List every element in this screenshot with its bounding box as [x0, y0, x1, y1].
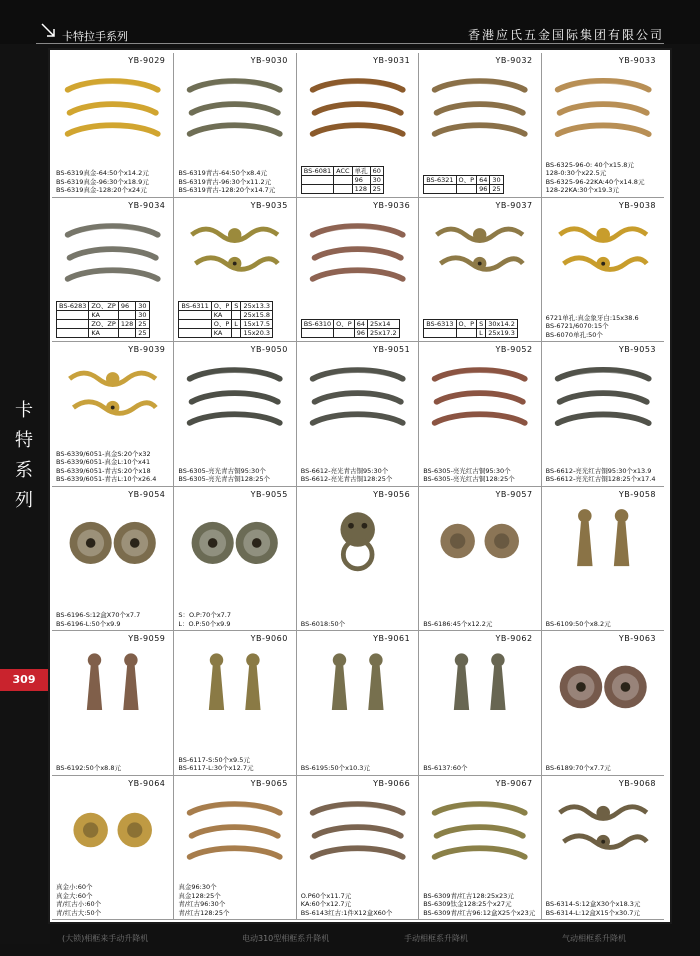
spec-line: BS-6325-96-0: 40个x15.8元 — [545, 160, 634, 169]
spec-cell: BS-6310 — [301, 320, 333, 329]
product-image — [182, 505, 287, 579]
product-code: YB-9068 — [618, 778, 656, 788]
product-image — [427, 360, 532, 434]
product-image — [60, 649, 165, 723]
product-image — [550, 71, 656, 145]
spec-cell: S — [232, 302, 241, 311]
spec-cell — [334, 329, 355, 338]
spec-line: BS-6192:50个x8.8元 — [56, 764, 122, 772]
spec-cell: 128 — [118, 320, 135, 329]
sidebar — [0, 44, 50, 944]
spec-line: BS-6109:50个x8.2元 — [545, 619, 611, 628]
product-cell — [542, 53, 664, 198]
product-image — [427, 216, 532, 290]
spec-table — [423, 319, 518, 338]
spec-text — [178, 169, 292, 195]
product-image — [305, 360, 410, 434]
product-code: YB-9067 — [495, 778, 533, 788]
spec-line: BS-6314-L:12盒X15个x30.7元 — [545, 908, 640, 917]
product-code: YB-9039 — [128, 345, 166, 354]
product-cell — [52, 631, 174, 776]
spec-cell — [334, 175, 352, 184]
spec-line: L：O.P:50个x9.9 — [178, 619, 231, 628]
product-code: YB-9034 — [128, 200, 166, 210]
product-image — [550, 649, 656, 723]
spec-row — [57, 329, 150, 338]
product-code: YB-9036 — [373, 200, 411, 210]
spec-cell — [179, 311, 211, 320]
spec-line: BS-6117-S:50个x9.5元 — [178, 755, 250, 764]
product-cell — [419, 487, 541, 632]
spec-line: BS-6339/6051-真金S:20个x32 — [56, 449, 151, 458]
spec-line: BS-6319青古-128:20个x14.7元 — [178, 186, 276, 194]
spec-cell: 96 — [477, 184, 490, 193]
spec-line: 真金大:60个 — [56, 891, 93, 900]
product-cell — [52, 487, 174, 632]
spec-row — [179, 320, 273, 329]
company-name: 香港应氏五金国际集团有限公司 — [467, 28, 664, 42]
spec-line: BS-6319青古-64:50个x8.4元 — [178, 169, 268, 177]
product-code: YB-9057 — [495, 489, 533, 499]
spec-line: 青/红古大:50个 — [56, 908, 102, 917]
spec-cell: BS-6283 — [57, 302, 89, 311]
spec-cell: 25x13.3 — [241, 302, 273, 311]
product-code: YB-9029 — [128, 56, 166, 65]
spec-cell — [232, 329, 241, 338]
spec-row — [424, 320, 518, 329]
spec-cell — [118, 329, 135, 338]
spec-cell — [424, 329, 456, 338]
product-cell — [542, 776, 664, 921]
spec-table — [178, 301, 273, 338]
spec-line: BS-6325-96-22KA:40个x14.8元 — [545, 177, 645, 186]
spec-table — [56, 301, 150, 338]
spec-cell: O、P — [456, 320, 477, 329]
product-cell — [174, 776, 296, 921]
spec-line: BS-6339/6051-青古L:10个x26.4 — [56, 475, 157, 483]
spec-line: BS-6143红古:1件X12盒X60个 — [300, 908, 393, 917]
spec-cell: 64 — [477, 175, 490, 184]
product-image — [305, 71, 410, 145]
product-image — [550, 505, 656, 579]
spec-cell: 25x17.2 — [367, 329, 399, 338]
product-image — [182, 649, 287, 723]
product-code: YB-9050 — [250, 345, 288, 354]
spec-text — [546, 900, 661, 917]
spec-text — [423, 892, 537, 918]
spec-text — [546, 467, 661, 484]
spec-cell: O、P — [211, 302, 232, 311]
spec-cell: 96 — [118, 302, 135, 311]
spec-line: BS-6070单孔:50个 — [545, 330, 603, 339]
product-code: YB-9063 — [618, 634, 656, 643]
spec-row — [301, 166, 383, 175]
product-grid — [52, 53, 664, 920]
product-cell — [542, 487, 664, 632]
product-code: YB-9052 — [495, 345, 533, 354]
spec-line: BS-6612-亮光红古铜95:30个x13.9 — [545, 466, 652, 475]
spec-line: S：O.P:70个x7.7 — [178, 611, 231, 619]
spec-cell: 15x20.3 — [241, 329, 273, 338]
series-label: 卡特拉手系列 — [62, 30, 128, 43]
spec-text — [423, 467, 537, 484]
spec-row — [424, 184, 503, 193]
product-code: YB-9062 — [495, 634, 533, 643]
spec-cell: KA — [211, 329, 232, 338]
product-image — [60, 794, 165, 868]
spec-cell: ZO、ZP — [89, 302, 118, 311]
product-image — [60, 505, 165, 579]
spec-cell: KA — [89, 311, 118, 320]
spec-cell — [301, 184, 333, 193]
spec-line: BS-6612-亮光青古铜95:30个 — [300, 466, 389, 475]
spec-line: BS-6314-S:12盒X30个x18.3元 — [545, 900, 641, 908]
spec-line: BS-6137:60个 — [423, 764, 468, 772]
spec-cell: ZO、ZP — [89, 320, 118, 329]
product-image — [305, 649, 410, 723]
spec-text — [178, 756, 292, 773]
spec-line: BS-6195:50个x10.3元 — [300, 764, 370, 772]
spec-cell — [456, 184, 477, 193]
spec-cell: 60 — [370, 166, 383, 175]
spec-line: BS-6319真金-96:30个x18.9元 — [56, 177, 149, 186]
spec-cell — [57, 329, 89, 338]
spec-line: 128-0:30个x22.5元 — [545, 169, 607, 177]
spec-cell: 30x14.2 — [486, 320, 518, 329]
product-image — [60, 360, 165, 434]
spec-text — [178, 611, 292, 628]
product-cell — [419, 776, 541, 921]
product-image — [305, 794, 410, 868]
product-image — [550, 794, 656, 868]
product-cell — [297, 198, 419, 343]
product-image — [305, 216, 410, 290]
product-cell — [174, 53, 296, 198]
product-image — [182, 216, 287, 290]
spec-line: 青/红古128:25个 — [178, 908, 230, 917]
product-image — [305, 505, 410, 579]
product-image — [550, 216, 656, 290]
product-code: YB-9066 — [373, 778, 411, 788]
footer-item: 手动相框系升降机 — [404, 934, 468, 943]
product-cell — [52, 342, 174, 487]
product-cell — [297, 53, 419, 198]
product-code: YB-9053 — [618, 345, 656, 354]
product-code: YB-9065 — [250, 778, 288, 788]
product-cell — [419, 198, 541, 343]
spec-cell: 30 — [490, 175, 503, 184]
spec-cell — [179, 329, 211, 338]
spec-cell: KA — [89, 329, 118, 338]
spec-line: 真金小:60个 — [56, 883, 93, 891]
spec-line: BS-6612-亮光红古铜128:25个x17.4 — [545, 475, 656, 483]
product-cell — [297, 776, 419, 921]
spec-cell — [57, 320, 89, 329]
spec-line: O.P60个x11.7元 — [300, 891, 352, 900]
product-image — [427, 71, 532, 145]
spec-text — [546, 764, 661, 773]
spec-row — [57, 302, 150, 311]
spec-text — [301, 892, 415, 918]
spec-line: BS-6309青/红古128:25x23元 — [423, 891, 514, 900]
spec-line: BS-6319真金-128:20个x24元 — [56, 186, 147, 194]
product-image — [427, 649, 532, 723]
spec-line: BS-6309钛金128:25个x27元 — [423, 900, 512, 908]
spec-line: BS-6189:70个x7.7元 — [545, 764, 611, 772]
spec-text — [546, 314, 661, 340]
spec-cell: 25 — [136, 329, 149, 338]
footer — [52, 924, 664, 956]
spec-text — [546, 161, 661, 195]
footer-item: (大锁)相框来手动升降机 — [62, 934, 149, 943]
spec-cell — [57, 311, 89, 320]
product-code: YB-9030 — [250, 56, 288, 65]
spec-line: BS-6305-亮光青古铜128:25个 — [178, 475, 270, 483]
spec-cell: 25 — [490, 184, 503, 193]
product-code: YB-9058 — [618, 489, 656, 499]
spec-cell — [301, 329, 333, 338]
spec-cell — [179, 320, 211, 329]
product-code: YB-9051 — [373, 345, 411, 354]
spec-text — [178, 467, 292, 484]
spec-cell: 96 — [352, 175, 370, 184]
product-code: YB-9032 — [495, 56, 533, 65]
spec-row — [301, 329, 399, 338]
spec-cell: BS-6081 — [301, 166, 333, 175]
product-image — [60, 216, 165, 290]
spec-line: BS-6117-L:30个x12.7元 — [178, 764, 254, 772]
page-number: 309 — [0, 669, 48, 691]
product-cell — [297, 342, 419, 487]
spec-cell: 30 — [370, 175, 383, 184]
sidebar-title-char: 系 — [15, 460, 33, 481]
product-image — [60, 71, 165, 145]
spec-cell: 30 — [136, 311, 149, 320]
spec-cell: 25x15.8 — [241, 311, 273, 320]
spec-line: BS-6018:50个 — [300, 619, 346, 628]
product-image — [427, 505, 532, 579]
spec-row — [301, 175, 383, 184]
product-cell — [542, 198, 664, 343]
spec-cell: 25x19.3 — [486, 329, 518, 338]
spec-line: BS-6305-亮光红古铜128:25个 — [423, 475, 515, 483]
spec-line: 真金96:30个 — [178, 883, 217, 891]
product-image — [182, 71, 287, 145]
spec-cell: 单孔 — [352, 166, 370, 175]
product-cell — [419, 342, 541, 487]
sidebar-title — [12, 396, 36, 516]
product-code: YB-9061 — [373, 634, 411, 643]
spec-cell: 15x17.5 — [241, 320, 273, 329]
spec-cell — [232, 311, 241, 320]
spec-cell — [456, 329, 477, 338]
spec-text — [178, 883, 292, 917]
product-cell — [52, 198, 174, 343]
spec-cell: 25 — [370, 184, 383, 193]
product-code: YB-9037 — [495, 200, 533, 210]
spec-row — [57, 311, 150, 320]
spec-cell: BS-6313 — [424, 320, 456, 329]
spec-cell: L — [232, 320, 241, 329]
product-cell — [297, 487, 419, 632]
spec-text — [56, 883, 170, 917]
spec-line: BS-6339/6051-真金L:10个x41 — [56, 458, 151, 466]
spec-cell — [118, 311, 135, 320]
product-code: YB-9060 — [250, 634, 288, 643]
spec-cell: O、P — [211, 320, 232, 329]
spec-line: BS-6612-亮光青古铜128:25个 — [300, 475, 393, 483]
product-image — [427, 794, 532, 868]
top-bar — [0, 0, 700, 44]
header-rule — [36, 43, 664, 44]
spec-line: BS-6305-亮光青古铜95:30个 — [178, 466, 266, 475]
spec-table — [423, 175, 503, 194]
spec-cell: O、P — [456, 175, 477, 184]
spec-line: BS-6196-L:50个x9.9 — [56, 619, 121, 628]
spec-row — [179, 311, 273, 320]
spec-line: BS-6721/6070:15个 — [545, 322, 609, 330]
spec-text — [56, 450, 170, 484]
spec-row — [301, 184, 383, 193]
spec-cell — [424, 184, 456, 193]
spec-line: 6721单孔:真金象牙白:15x38.6 — [545, 313, 639, 322]
spec-text — [56, 169, 170, 195]
product-code: YB-9035 — [250, 200, 288, 210]
product-image — [550, 360, 656, 434]
spec-text — [301, 620, 415, 629]
sidebar-title-char: 列 — [15, 490, 33, 511]
sidebar-title-char: 特 — [15, 430, 33, 451]
product-cell — [52, 776, 174, 921]
footer-item: 电动310型相框系升降机 — [242, 934, 330, 943]
spec-line: BS-6186:45个x12.2元 — [423, 619, 493, 628]
product-cell — [419, 631, 541, 776]
spec-cell: BS-6311 — [179, 302, 211, 311]
spec-cell: 96 — [354, 329, 367, 338]
product-image — [182, 360, 287, 434]
spec-cell: L — [477, 329, 486, 338]
product-code: YB-9038 — [618, 200, 656, 210]
product-cell — [542, 342, 664, 487]
spec-line: 青/红古小:60个 — [56, 900, 102, 908]
arrow-icon — [40, 22, 58, 40]
spec-line: BS-6196-S:12盒X70个x7.7 — [56, 611, 141, 619]
spec-cell: 25x14 — [367, 320, 399, 329]
product-cell — [174, 631, 296, 776]
spec-line: 真金128:25个 — [178, 891, 221, 900]
spec-cell: KA — [211, 311, 232, 320]
spec-cell: S — [477, 320, 486, 329]
product-code: YB-9056 — [373, 489, 411, 499]
spec-text — [301, 467, 415, 484]
spec-row — [57, 320, 150, 329]
spec-table — [301, 166, 384, 194]
spec-cell: 128 — [352, 184, 370, 193]
spec-text — [423, 620, 537, 629]
product-code: YB-9059 — [128, 634, 166, 643]
product-cell — [174, 342, 296, 487]
product-cell — [174, 487, 296, 632]
spec-cell: BS-6321 — [424, 175, 456, 184]
spec-row — [179, 302, 273, 311]
product-code: YB-9031 — [373, 56, 411, 65]
spec-line: KA:60个x12.7元 — [300, 900, 352, 908]
sidebar-title-char: 卡 — [15, 400, 33, 421]
product-code: YB-9033 — [618, 56, 656, 65]
spec-cell: 25 — [136, 320, 149, 329]
spec-cell: ACC — [334, 166, 352, 175]
spec-line: BS-6309青/红古96:12盒X25个x23元 — [423, 908, 536, 917]
product-cell — [419, 53, 541, 198]
spec-row — [424, 175, 503, 184]
spec-cell: 64 — [354, 320, 367, 329]
spec-table — [301, 319, 400, 338]
spec-cell — [334, 184, 352, 193]
footer-item: 气动相框系升降机 — [562, 934, 626, 943]
product-code: YB-9064 — [128, 778, 166, 788]
spec-row — [301, 320, 399, 329]
product-cell — [542, 631, 664, 776]
spec-row — [179, 329, 273, 338]
product-cell — [52, 53, 174, 198]
spec-text — [56, 764, 170, 773]
spec-row — [424, 329, 518, 338]
product-code: YB-9055 — [250, 489, 288, 499]
spec-line: BS-6319真金-64:50个x14.2元 — [56, 169, 149, 177]
spec-text — [423, 764, 537, 773]
spec-cell: 30 — [136, 302, 149, 311]
spec-line: BS-6339/6051-青古S:20个x18 — [56, 466, 151, 475]
spec-line: BS-6319青古-96:30个x11.2元 — [178, 177, 272, 186]
product-code: YB-9054 — [128, 489, 166, 499]
spec-cell: O、P — [334, 320, 355, 329]
product-cell — [297, 631, 419, 776]
spec-line: 128-22KA:30个x19.3元 — [545, 186, 619, 194]
spec-text — [301, 764, 415, 773]
product-image — [182, 794, 287, 868]
spec-cell — [301, 175, 333, 184]
spec-line: BS-6305-亮光红古铜95:30个 — [423, 466, 511, 475]
product-cell — [174, 198, 296, 343]
spec-line: 青/红古96:30个 — [178, 900, 226, 908]
spec-text — [546, 620, 661, 629]
spec-text — [56, 611, 170, 628]
